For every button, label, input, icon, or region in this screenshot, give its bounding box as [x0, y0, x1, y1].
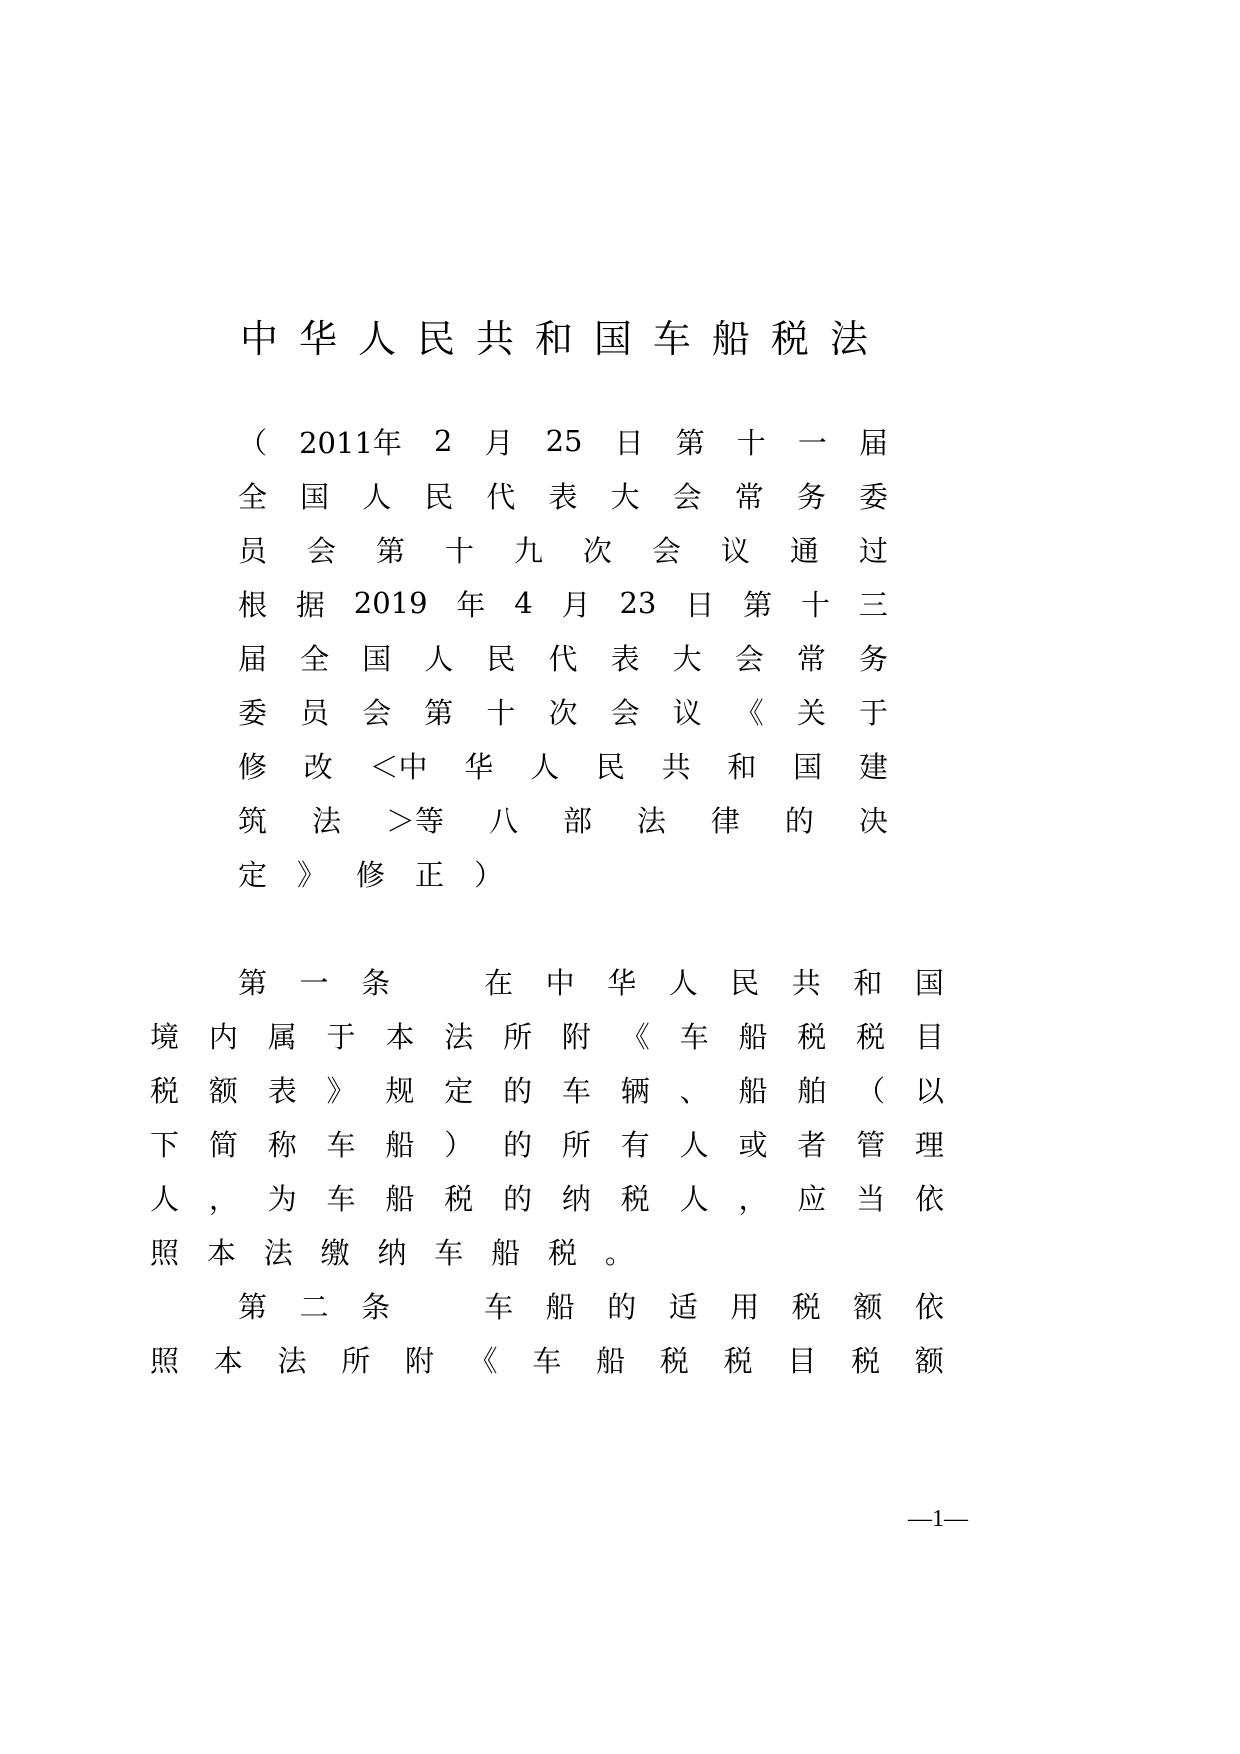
text-token: 民: [730, 965, 760, 1000]
text-token: 适: [668, 1289, 698, 1324]
text-token: 国: [362, 641, 392, 676]
text-token: 车: [484, 1289, 514, 1324]
text-token: 税: [791, 1289, 821, 1324]
text-token: 日: [685, 587, 715, 622]
text-token: 税: [150, 1073, 180, 1108]
text-token: 额: [914, 1343, 944, 1378]
subtitle-line: [238, 583, 888, 623]
text-token: 额: [208, 1073, 238, 1108]
text-token: 会: [672, 479, 702, 514]
text-token: 一: [797, 425, 827, 460]
text-token: 4: [514, 586, 533, 620]
text-token: 和: [853, 965, 883, 1000]
text-token: 税: [444, 1181, 474, 1216]
text-token: 规: [385, 1073, 415, 1108]
text-token: 船: [738, 1019, 768, 1054]
text-token: 者: [797, 1127, 827, 1162]
text-token: 全: [238, 479, 268, 514]
text-token: 根: [238, 587, 268, 622]
text-token: 届: [858, 425, 888, 460]
text-token: 委: [858, 479, 888, 514]
text-token: 次: [582, 533, 612, 568]
text-token: 三: [858, 587, 888, 622]
text-token: 25: [545, 424, 583, 458]
text-token: 通: [789, 533, 819, 568]
text-token: 二: [299, 1289, 329, 1324]
text-token: 车: [561, 1073, 591, 1108]
text-token: 纳: [561, 1181, 591, 1216]
text-token: 税: [620, 1181, 650, 1216]
text-token: 员: [300, 695, 330, 730]
text-token: 中: [240, 316, 279, 361]
text-token: 的: [503, 1073, 533, 1108]
text-token: 缴: [320, 1235, 350, 1270]
text-token: 条: [361, 1289, 391, 1324]
text-token: ，: [738, 1181, 768, 1216]
text-token: 当: [856, 1181, 886, 1216]
text-token: 照: [150, 1343, 180, 1378]
text-token: 所: [561, 1127, 591, 1162]
text-token: 人: [530, 749, 560, 784]
text-token: 税: [723, 1343, 753, 1378]
text-token: 建: [858, 749, 888, 784]
article-2-line: [238, 1285, 944, 1325]
text-token: （: [856, 1073, 886, 1108]
text-token: 船: [596, 1343, 626, 1378]
text-token: 车: [679, 1019, 709, 1054]
text-token: 修: [238, 749, 268, 784]
text-token: 税: [659, 1343, 689, 1378]
text-token: 《: [468, 1343, 498, 1378]
text-token: 附: [561, 1019, 591, 1054]
text-token: 车: [532, 1343, 562, 1378]
text-token: 律: [710, 803, 740, 838]
text-token: 届: [238, 641, 268, 676]
text-token: 第: [424, 695, 454, 730]
text-token: 》: [297, 857, 327, 892]
text-token: 十: [486, 695, 516, 730]
text-token: 《: [620, 1019, 650, 1054]
text-token: 条: [361, 965, 391, 1000]
text-token: 附: [404, 1343, 434, 1378]
text-token: 税: [851, 1343, 881, 1378]
text-token: 人: [679, 1181, 709, 1216]
text-token: 议: [672, 695, 702, 730]
text-token: 简: [208, 1127, 238, 1162]
text-token: 代: [486, 479, 516, 514]
text-token: 》: [326, 1073, 356, 1108]
text-token: 目: [914, 1019, 944, 1054]
text-token: 第: [238, 1289, 268, 1324]
text-token: 委: [238, 695, 268, 730]
text-token: 23: [619, 586, 657, 620]
text-token: 船: [491, 1235, 521, 1270]
text-token: 有: [620, 1127, 650, 1162]
text-token: 国: [300, 479, 330, 514]
text-token: 十: [736, 425, 766, 460]
text-token: 第: [675, 425, 705, 460]
subtitle-line: [238, 637, 888, 677]
article-1-line: [150, 1123, 944, 1163]
text-token: 代: [548, 641, 578, 676]
text-token: 共: [791, 965, 821, 1000]
text-token: 、: [679, 1073, 709, 1108]
text-token: 车: [326, 1127, 356, 1162]
article-1-line: [150, 1177, 944, 1217]
subtitle-line: [238, 475, 888, 515]
article-1-line: [150, 1015, 944, 1055]
text-token: 所: [503, 1019, 533, 1054]
subtitle-line: [238, 529, 888, 569]
text-token: 会: [734, 641, 764, 676]
text-token: ＜中: [369, 749, 428, 784]
text-token: 于: [326, 1019, 356, 1054]
text-token: 共: [475, 316, 514, 361]
text-token: 船: [385, 1181, 415, 1216]
text-token: 《: [734, 695, 764, 730]
subtitle-line: [238, 853, 504, 893]
text-token: 华: [607, 965, 637, 1000]
text-token: 决: [858, 803, 888, 838]
text-token: 第: [743, 587, 773, 622]
text-token: 依: [914, 1181, 944, 1216]
text-token: 法: [311, 803, 341, 838]
text-token: 人: [362, 479, 392, 514]
text-token: 正: [415, 857, 445, 892]
text-token: 用: [730, 1289, 760, 1324]
text-token: 的: [784, 803, 814, 838]
text-token: 辆: [620, 1073, 650, 1108]
text-token: 常: [796, 641, 826, 676]
text-token: 船: [385, 1127, 415, 1162]
text-token: 船: [711, 316, 750, 361]
text-token: 全: [300, 641, 330, 676]
text-token: 国: [593, 316, 632, 361]
article-1-line: [150, 1069, 944, 1109]
text-token: 税: [797, 1019, 827, 1054]
text-token: 次: [548, 695, 578, 730]
text-token: 日: [614, 425, 644, 460]
text-token: 税: [856, 1019, 886, 1054]
text-token: 民: [595, 749, 625, 784]
text-token: 2: [433, 424, 453, 458]
text-token: 人: [357, 316, 396, 361]
text-token: 人: [424, 641, 454, 676]
text-token: 目: [787, 1343, 817, 1378]
text-token: 十: [444, 533, 474, 568]
text-token: 下: [150, 1127, 180, 1162]
page-number: —1—: [908, 1506, 968, 1532]
subtitle-line: [238, 799, 888, 839]
text-token: 舶: [797, 1073, 827, 1108]
text-token: 表: [267, 1073, 297, 1108]
subtitle-line: [238, 745, 888, 785]
text-token: 税: [770, 316, 809, 361]
text-token: 民: [416, 316, 455, 361]
text-token: 所: [341, 1343, 371, 1378]
text-token: 称: [267, 1127, 297, 1162]
text-token: 人: [150, 1181, 180, 1216]
text-token: 车: [326, 1181, 356, 1216]
text-token: 民: [424, 479, 454, 514]
text-token: 部: [562, 803, 592, 838]
text-token: 表: [610, 641, 640, 676]
text-token: 议: [720, 533, 750, 568]
text-token: ）: [444, 1127, 474, 1162]
text-token: 和: [534, 316, 573, 361]
text-token: ＞等: [385, 803, 444, 838]
text-token: （: [238, 425, 268, 460]
text-token: 修: [356, 857, 386, 892]
text-token: 车: [434, 1235, 464, 1270]
text-token: 一: [299, 965, 329, 1000]
text-token: 车: [652, 316, 691, 361]
subtitle-line: [238, 421, 888, 461]
text-token: 本: [385, 1019, 415, 1054]
text-token: 或: [738, 1127, 768, 1162]
text-token: 法: [829, 316, 868, 361]
text-token: 的: [503, 1127, 533, 1162]
text-token: 定: [444, 1073, 474, 1108]
text-token: 据: [295, 587, 325, 622]
text-token: 2011年: [299, 425, 402, 460]
subtitle-line: [238, 691, 888, 731]
text-token: 法: [277, 1343, 307, 1378]
text-token: 表: [548, 479, 578, 514]
text-token: 华: [298, 316, 337, 361]
text-token: 年: [456, 587, 486, 622]
article-1-line: [150, 1231, 634, 1271]
text-token: 改: [303, 749, 333, 784]
text-token: 筑: [238, 803, 268, 838]
text-token: 第: [238, 965, 268, 1000]
text-token: 的: [607, 1289, 637, 1324]
text-token: ）: [474, 857, 504, 892]
text-token: 员: [238, 533, 268, 568]
text-token: 定: [238, 857, 268, 892]
text-token: 关: [796, 695, 826, 730]
text-token: 中: [545, 965, 575, 1000]
text-token: 会: [651, 533, 681, 568]
text-token: 照: [150, 1235, 180, 1270]
text-token: 应: [797, 1181, 827, 1216]
article-2-line: [150, 1339, 944, 1379]
text-token: 为: [267, 1181, 297, 1216]
text-token: 人: [679, 1127, 709, 1162]
text-token: 八: [488, 803, 518, 838]
text-token: ，: [208, 1181, 238, 1216]
document-title: [240, 312, 868, 361]
text-token: 的: [503, 1181, 533, 1216]
text-token: 共: [661, 749, 691, 784]
text-token: 。: [604, 1235, 634, 1270]
text-token: 会: [610, 695, 640, 730]
text-token: 大: [672, 641, 702, 676]
text-token: 于: [858, 695, 888, 730]
text-token: 理: [914, 1127, 944, 1162]
text-token: 本: [206, 1235, 236, 1270]
text-token: 管: [856, 1127, 886, 1162]
text-token: 内: [208, 1019, 238, 1054]
text-token: 民: [486, 641, 516, 676]
text-token: 过: [858, 533, 888, 568]
text-token: 法: [636, 803, 666, 838]
text-token: 法: [263, 1235, 293, 1270]
text-token: 境: [150, 1019, 180, 1054]
text-token: 大: [610, 479, 640, 514]
text-token: 华: [464, 749, 494, 784]
text-token: 九: [513, 533, 543, 568]
article-1-line: [238, 961, 944, 1001]
text-token: 会: [362, 695, 392, 730]
text-token: 依: [914, 1289, 944, 1324]
text-token: 十: [801, 587, 831, 622]
text-token: 2019: [353, 586, 428, 620]
text-token: 和: [727, 749, 757, 784]
text-token: 务: [858, 641, 888, 676]
text-token: 属: [267, 1019, 297, 1054]
text-token: 国: [793, 749, 823, 784]
text-token: 法: [444, 1019, 474, 1054]
text-token: [423, 1285, 452, 1326]
text-token: 月: [561, 587, 591, 622]
text-token: [423, 961, 452, 1002]
text-token: 在: [484, 965, 514, 1000]
text-token: 船: [545, 1289, 575, 1324]
text-token: 税: [548, 1235, 578, 1270]
text-token: 人: [668, 965, 698, 1000]
text-token: 月: [484, 425, 514, 460]
text-token: 国: [914, 965, 944, 1000]
text-token: 以: [914, 1073, 944, 1108]
text-token: 会: [306, 533, 336, 568]
text-token: 第: [375, 533, 405, 568]
text-token: 务: [796, 479, 826, 514]
text-token: 船: [738, 1073, 768, 1108]
text-token: 纳: [377, 1235, 407, 1270]
text-token: 本: [213, 1343, 243, 1378]
text-token: 额: [853, 1289, 883, 1324]
text-token: 常: [734, 479, 764, 514]
